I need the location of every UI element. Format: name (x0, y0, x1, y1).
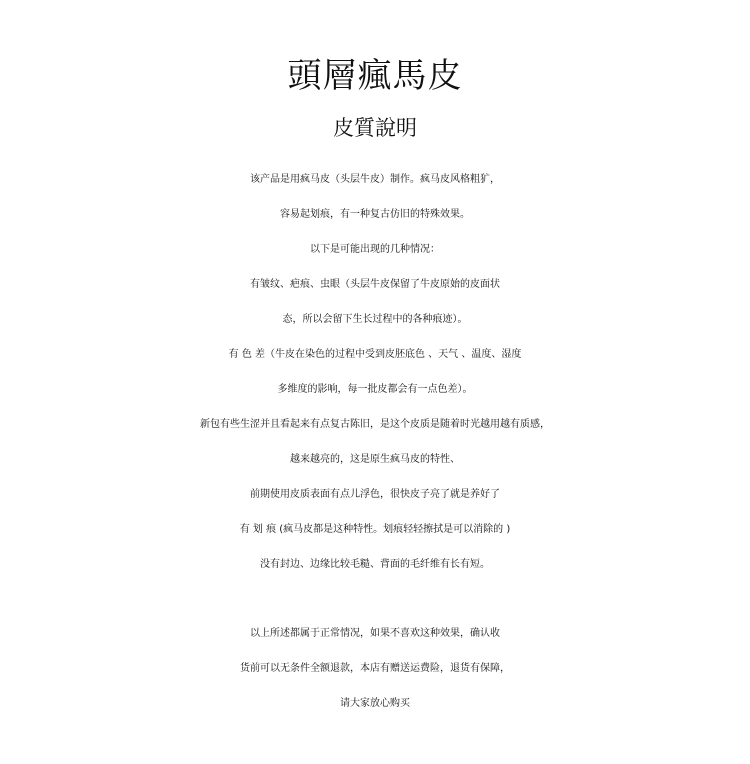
page-subtitle: 皮質說明 (333, 116, 417, 140)
description-line: 该产品是用疯马皮（头层牛皮）制作。疯马皮风格粗犷， (250, 174, 500, 185)
description-line: 新包有些生涩并且看起来有点复古陈旧，是这个皮质是随着时光越用越有质感， (200, 419, 550, 430)
description-line: 以上所述都属于正常情况，如果不喜欢这种效果，确认收 (250, 628, 500, 639)
description-line: 前期使用皮质表面有点儿浮色，很快皮子亮了就是养好了 (250, 489, 500, 500)
description-line: 越来越亮的，这是原生疯马皮的特性、 (290, 454, 460, 465)
description-line: 有 色 差（牛皮在染色的过程中受到皮胚底色 、天气 、温度、湿度 (228, 349, 522, 360)
page-title: 頭層瘋馬皮 (287, 56, 463, 96)
description-line: 容易起划痕，有一种复古仿旧的特殊效果。 (280, 209, 470, 220)
description-line: 以下是可能出现的几种情况： (310, 244, 440, 255)
description-line: 有皱纹、疤痕、虫眼（头层牛皮保留了牛皮原始的皮面状 (250, 279, 500, 290)
description-line: 有 划 痕 (疯马皮都是这种特性。划痕轻轻擦拭是可以消除的 ) (239, 524, 511, 535)
description-line: 没有封边、边缘比较毛糙、背面的毛纤维有长有短。 (260, 559, 490, 570)
description-body (0, 162, 750, 721)
description-line: 货前可以无条件全额退款，本店有赠送运费险，退货有保障， (240, 663, 510, 674)
blank-line (0, 582, 750, 616)
description-line: 多维度的影响，每一批皮都会有一点色差）。 (277, 384, 473, 395)
description-line: 请大家放心购买 (340, 698, 410, 709)
description-line: 态，所以会留下生长过程中的各种痕迹）。 (282, 314, 468, 325)
